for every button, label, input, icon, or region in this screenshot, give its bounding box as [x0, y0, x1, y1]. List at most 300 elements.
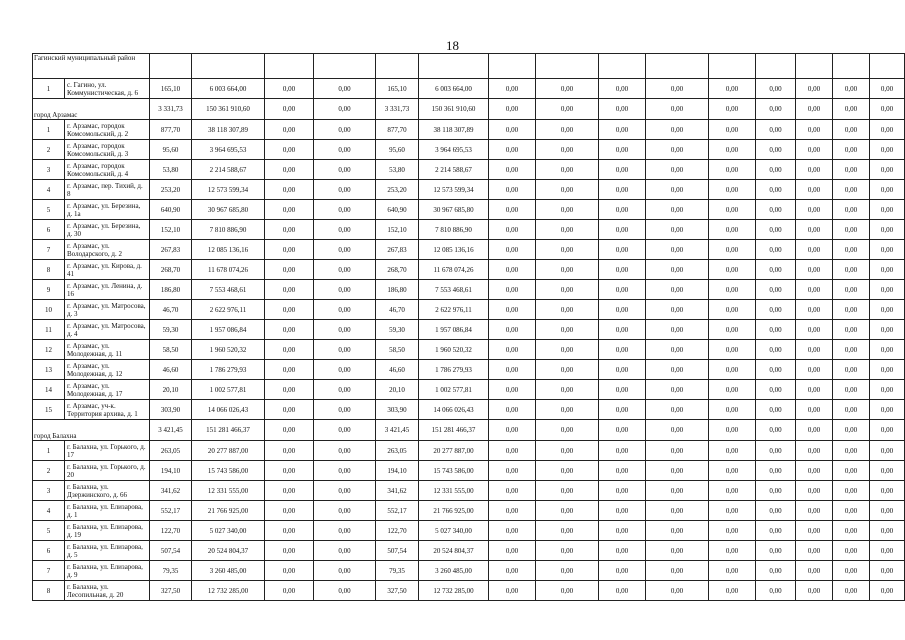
table-cell: 0,00	[536, 79, 599, 99]
table-cell: 0,00	[265, 220, 314, 240]
table-cell: 12 732 285,00	[192, 581, 265, 601]
table-cell: 303,90	[376, 400, 419, 420]
table-cell: 0,00	[265, 360, 314, 380]
row-number: 8	[33, 260, 65, 280]
table-cell: 0,00	[796, 300, 833, 320]
table-cell: 263,05	[150, 441, 192, 461]
table-cell: 0,00	[489, 220, 536, 240]
table-cell: 0,00	[870, 260, 905, 280]
table-cell: 0,00	[796, 240, 833, 260]
table-cell: 0,00	[314, 340, 376, 360]
table-cell: 0,00	[536, 380, 599, 400]
table-cell: 1 960 520,32	[419, 340, 489, 360]
table-cell: 0,00	[265, 420, 314, 441]
table-cell: 0,00	[265, 441, 314, 461]
table-cell: 0,00	[756, 581, 796, 601]
table-body	[33, 54, 905, 601]
table-cell: 0,00	[646, 561, 709, 581]
table-cell: 0,00	[314, 481, 376, 501]
table-cell: 12 331 555,00	[419, 481, 489, 501]
table-cell: 79,35	[376, 561, 419, 581]
row-number: 1	[33, 79, 65, 99]
table-cell: 1 960 520,32	[192, 340, 265, 360]
table-cell: 0,00	[646, 461, 709, 481]
address-cell: г. Балахна, ул. Елизарова, д. 5	[65, 541, 150, 561]
table-cell: 0,00	[536, 561, 599, 581]
table-cell: 0,00	[489, 300, 536, 320]
table-cell	[314, 54, 376, 79]
table-cell: 0,00	[709, 481, 756, 501]
table-cell: 0,00	[265, 340, 314, 360]
table-cell: 0,00	[709, 521, 756, 541]
table-cell: 20 277 887,00	[419, 441, 489, 461]
row-number: 2	[33, 461, 65, 481]
table-cell: 0,00	[796, 220, 833, 240]
table-cell: 0,00	[756, 400, 796, 420]
table-cell: 0,00	[870, 300, 905, 320]
table-cell: 0,00	[599, 521, 646, 541]
table-cell: 0,00	[489, 140, 536, 160]
table-row	[33, 240, 905, 260]
table-cell: 0,00	[796, 340, 833, 360]
table-cell: 0,00	[833, 400, 870, 420]
table-cell: 0,00	[756, 140, 796, 160]
table-cell: 21 766 925,00	[419, 501, 489, 521]
table-cell: 2 214 588,67	[419, 160, 489, 180]
table-cell: 0,00	[599, 320, 646, 340]
table-cell: 0,00	[709, 140, 756, 160]
table-cell: 0,00	[536, 420, 599, 441]
table-cell: 253,20	[150, 180, 192, 200]
table-cell: 0,00	[536, 481, 599, 501]
group-name: город Арзамас	[33, 99, 150, 120]
table-cell: 877,70	[376, 120, 419, 140]
table-row	[33, 220, 905, 240]
table-cell: 0,00	[599, 581, 646, 601]
row-number: 8	[33, 581, 65, 601]
table-cell: 0,00	[796, 441, 833, 461]
table-cell: 0,00	[870, 79, 905, 99]
table-cell: 59,30	[376, 320, 419, 340]
page-number: 18	[446, 38, 459, 53]
table-cell: 0,00	[709, 461, 756, 481]
address-cell: г. Арзамас, ул. Березина, д. 30	[65, 220, 150, 240]
row-number: 6	[33, 220, 65, 240]
row-number: 14	[33, 380, 65, 400]
table-cell: 0,00	[599, 240, 646, 260]
address-cell: г. Арзамас, городок Комсомольский, д. 3	[65, 140, 150, 160]
table-cell: 53,80	[376, 160, 419, 180]
table-cell: 186,80	[376, 280, 419, 300]
table-cell: 0,00	[489, 380, 536, 400]
table-cell: 95,60	[376, 140, 419, 160]
table-cell: 6 003 664,00	[419, 79, 489, 99]
table-cell: 0,00	[756, 461, 796, 481]
row-number: 10	[33, 300, 65, 320]
table-cell: 0,00	[599, 481, 646, 501]
table-cell: 0,00	[536, 140, 599, 160]
table-cell: 0,00	[796, 79, 833, 99]
table-cell: 165,10	[150, 79, 192, 99]
row-number: 5	[33, 200, 65, 220]
table-cell: 0,00	[265, 300, 314, 320]
table-cell: 0,00	[489, 521, 536, 541]
table-cell: 0,00	[756, 200, 796, 220]
table-cell: 0,00	[709, 581, 756, 601]
address-cell: г. Арзамас, ул. Березина, д. 1а	[65, 200, 150, 220]
table-cell: 0,00	[796, 380, 833, 400]
table-cell	[150, 54, 192, 79]
row-number: 11	[33, 320, 65, 340]
table-cell: 0,00	[709, 120, 756, 140]
table-cell: 0,00	[536, 280, 599, 300]
table-cell: 0,00	[870, 561, 905, 581]
table-cell: 0,00	[489, 541, 536, 561]
table-cell: 0,00	[756, 260, 796, 280]
table-cell: 0,00	[265, 180, 314, 200]
table-cell	[870, 54, 905, 79]
table-cell: 0,00	[314, 260, 376, 280]
table-cell: 0,00	[536, 441, 599, 461]
table-row	[33, 79, 905, 99]
row-number: 12	[33, 340, 65, 360]
address-cell: г. Балахна, ул. Горького, д. 17	[65, 441, 150, 461]
table-cell: 0,00	[599, 420, 646, 441]
table-row	[33, 360, 905, 380]
table-cell: 0,00	[870, 541, 905, 561]
table-cell: 0,00	[314, 420, 376, 441]
table-cell: 20,10	[376, 380, 419, 400]
table-cell: 0,00	[756, 180, 796, 200]
table-cell: 0,00	[709, 220, 756, 240]
address-cell: г. Арзамас, городок Комсомольский, д. 4	[65, 160, 150, 180]
table-cell: 263,05	[376, 441, 419, 461]
table-cell: 0,00	[489, 400, 536, 420]
table-cell: 0,00	[265, 240, 314, 260]
table-cell: 0,00	[833, 99, 870, 120]
row-number: 7	[33, 240, 65, 260]
table-cell: 0,00	[536, 220, 599, 240]
table-cell: 7 810 886,90	[419, 220, 489, 240]
table-cell: 3 331,73	[376, 99, 419, 120]
table-cell: 12 573 599,34	[192, 180, 265, 200]
table-cell: 0,00	[833, 220, 870, 240]
row-number: 9	[33, 280, 65, 300]
table-cell: 552,17	[376, 501, 419, 521]
table-cell: 0,00	[870, 120, 905, 140]
table-cell: 0,00	[314, 521, 376, 541]
table-cell: 0,00	[833, 501, 870, 521]
table-row	[33, 340, 905, 360]
table-cell: 0,00	[870, 461, 905, 481]
table-cell: 2 214 588,67	[192, 160, 265, 180]
table-cell: 0,00	[756, 160, 796, 180]
address-cell: г. Балахна, ул. Лесопильная, д. 20	[65, 581, 150, 601]
table-cell: 0,00	[489, 280, 536, 300]
table-cell: 0,00	[796, 200, 833, 220]
table-cell: 0,00	[646, 200, 709, 220]
table-cell: 0,00	[870, 501, 905, 521]
table-cell: 0,00	[646, 340, 709, 360]
table-cell	[489, 54, 536, 79]
table-cell: 20 524 804,37	[419, 541, 489, 561]
table-cell: 6 003 664,00	[192, 79, 265, 99]
table-cell: 0,00	[796, 320, 833, 340]
table-cell: 0,00	[709, 99, 756, 120]
row-number: 1	[33, 441, 65, 461]
table-cell: 0,00	[709, 541, 756, 561]
table-cell: 0,00	[599, 220, 646, 240]
table-cell: 0,00	[489, 99, 536, 120]
table-cell: 58,50	[376, 340, 419, 360]
table-cell: 0,00	[536, 360, 599, 380]
table-cell: 0,00	[646, 380, 709, 400]
table-cell: 0,00	[314, 441, 376, 461]
table-cell: 0,00	[489, 120, 536, 140]
table-cell: 152,10	[150, 220, 192, 240]
table-cell: 122,70	[376, 521, 419, 541]
table-cell: 165,10	[376, 79, 419, 99]
table-cell: 0,00	[314, 280, 376, 300]
table-cell: 0,00	[709, 320, 756, 340]
table-cell: 0,00	[709, 180, 756, 200]
table-cell: 0,00	[709, 400, 756, 420]
table-cell: 0,00	[265, 160, 314, 180]
table-cell: 46,70	[150, 300, 192, 320]
table-cell: 267,83	[150, 240, 192, 260]
table-cell	[536, 54, 599, 79]
table-cell: 0,00	[833, 481, 870, 501]
table-cell: 0,00	[314, 541, 376, 561]
row-number: 4	[33, 501, 65, 521]
table-row	[33, 160, 905, 180]
table-cell: 0,00	[314, 360, 376, 380]
table-cell: 0,00	[265, 380, 314, 400]
table-cell: 0,00	[709, 79, 756, 99]
table-cell: 0,00	[870, 420, 905, 441]
row-number: 3	[33, 481, 65, 501]
table-cell: 3 421,45	[150, 420, 192, 441]
table-cell: 0,00	[489, 461, 536, 481]
address-cell: г. Балахна, ул. Елизарова, д. 19	[65, 521, 150, 541]
group-name: город Балахна	[33, 420, 150, 441]
table-cell: 20 277 887,00	[192, 441, 265, 461]
table-cell: 0,00	[489, 481, 536, 501]
table-cell: 0,00	[314, 501, 376, 521]
table-cell: 0,00	[796, 280, 833, 300]
table-cell: 0,00	[646, 400, 709, 420]
table-cell: 0,00	[833, 541, 870, 561]
table-cell: 0,00	[489, 561, 536, 581]
table-cell: 0,00	[536, 400, 599, 420]
address-cell: г. Балахна, ул. Елизарова, д. 1	[65, 501, 150, 521]
table-cell: 0,00	[599, 260, 646, 280]
address-cell: с. Гагино, ул. Коммунистическая, д. 6	[65, 79, 150, 99]
table-cell: 327,50	[150, 581, 192, 601]
table-cell: 0,00	[599, 300, 646, 320]
table-cell: 0,00	[756, 481, 796, 501]
table-cell: 0,00	[265, 521, 314, 541]
table-cell: 0,00	[265, 481, 314, 501]
table-cell: 0,00	[536, 581, 599, 601]
table-row	[33, 501, 905, 521]
table-cell: 0,00	[756, 360, 796, 380]
table-cell: 341,62	[376, 481, 419, 501]
table-cell: 0,00	[646, 220, 709, 240]
table-cell: 46,70	[376, 300, 419, 320]
table-row	[33, 280, 905, 300]
table-cell: 0,00	[833, 320, 870, 340]
table-cell: 0,00	[599, 160, 646, 180]
table-cell: 0,00	[756, 340, 796, 360]
table-cell: 0,00	[536, 260, 599, 280]
address-cell: г. Арзамас, ул. Молодежная, д. 12	[65, 360, 150, 380]
table-cell: 1 957 086,84	[419, 320, 489, 340]
table-cell: 0,00	[646, 99, 709, 120]
table-cell: 0,00	[265, 561, 314, 581]
table-cell: 0,00	[833, 300, 870, 320]
table-cell: 46,60	[150, 360, 192, 380]
table-cell: 0,00	[536, 501, 599, 521]
table-cell: 877,70	[150, 120, 192, 140]
table-row	[33, 260, 905, 280]
table-cell: 1 002 577,81	[419, 380, 489, 400]
table-cell: 0,00	[870, 521, 905, 541]
table-cell: 3 331,73	[150, 99, 192, 120]
table-cell: 0,00	[265, 581, 314, 601]
table-cell: 3 260 485,00	[419, 561, 489, 581]
table-cell	[376, 54, 419, 79]
table-row	[33, 481, 905, 501]
table-cell: 0,00	[646, 300, 709, 320]
table-cell: 0,00	[756, 79, 796, 99]
table-cell: 0,00	[536, 120, 599, 140]
table-cell: 0,00	[796, 160, 833, 180]
table-cell: 640,90	[150, 200, 192, 220]
table-cell: 194,10	[150, 461, 192, 481]
table-cell: 0,00	[314, 581, 376, 601]
table-cell: 0,00	[314, 180, 376, 200]
table-cell: 0,00	[265, 320, 314, 340]
table-cell: 0,00	[265, 79, 314, 99]
table-cell: 0,00	[599, 120, 646, 140]
table-cell: 79,35	[150, 561, 192, 581]
table-cell: 0,00	[646, 441, 709, 461]
table-cell: 0,00	[796, 561, 833, 581]
table-row	[33, 400, 905, 420]
table-cell: 0,00	[870, 581, 905, 601]
table-cell: 0,00	[833, 461, 870, 481]
table-cell: 0,00	[536, 200, 599, 220]
table-cell: 0,00	[536, 320, 599, 340]
address-cell: г. Арзамас, ул. Молодежная, д. 11	[65, 340, 150, 360]
table-cell: 0,00	[709, 260, 756, 280]
address-cell: г. Арзамас, уч-к. Территория архива, д. 1	[65, 400, 150, 420]
table-cell: 0,00	[489, 360, 536, 380]
table-cell: 2 622 976,11	[192, 300, 265, 320]
table-cell: 38 118 307,89	[419, 120, 489, 140]
table-cell: 267,83	[376, 240, 419, 260]
table-cell: 12 573 599,34	[419, 180, 489, 200]
table-cell: 0,00	[599, 280, 646, 300]
table-cell: 0,00	[265, 400, 314, 420]
table-cell: 12 085 136,16	[192, 240, 265, 260]
table-cell: 151 281 466,37	[419, 420, 489, 441]
table-cell: 0,00	[833, 140, 870, 160]
row-number: 2	[33, 140, 65, 160]
table-cell: 0,00	[599, 561, 646, 581]
table-cell: 3 964 695,53	[192, 140, 265, 160]
row-number: 5	[33, 521, 65, 541]
table-cell: 0,00	[599, 541, 646, 561]
table-cell: 0,00	[870, 320, 905, 340]
table-cell: 0,00	[265, 200, 314, 220]
table-cell: 640,90	[376, 200, 419, 220]
table-cell: 0,00	[314, 140, 376, 160]
table-cell: 0,00	[599, 99, 646, 120]
table-cell: 186,80	[150, 280, 192, 300]
table-cell: 0,00	[599, 340, 646, 360]
table-cell: 194,10	[376, 461, 419, 481]
table-cell: 0,00	[489, 441, 536, 461]
table-cell: 1 002 577,81	[192, 380, 265, 400]
table-cell: 0,00	[265, 280, 314, 300]
table-cell: 0,00	[265, 501, 314, 521]
table-cell: 0,00	[646, 180, 709, 200]
table-cell: 0,00	[314, 380, 376, 400]
table-cell: 7 553 468,61	[419, 280, 489, 300]
table-cell: 0,00	[536, 99, 599, 120]
table-cell: 0,00	[833, 200, 870, 220]
table-cell: 0,00	[833, 79, 870, 99]
table-cell: 0,00	[709, 240, 756, 260]
table-row	[33, 120, 905, 140]
row-number: 15	[33, 400, 65, 420]
address-cell: г. Арзамас, ул. Володарского, д. 2	[65, 240, 150, 260]
table-cell: 0,00	[646, 120, 709, 140]
table-cell: 0,00	[756, 120, 796, 140]
table-cell: 0,00	[265, 461, 314, 481]
table-cell: 0,00	[709, 300, 756, 320]
table-cell: 0,00	[756, 280, 796, 300]
table-cell: 0,00	[536, 300, 599, 320]
table-cell: 11 678 074,26	[192, 260, 265, 280]
group-total-row	[33, 99, 905, 120]
table-cell: 15 743 586,00	[419, 461, 489, 481]
table-cell: 0,00	[756, 541, 796, 561]
table-cell: 14 066 026,43	[192, 400, 265, 420]
table-cell: 0,00	[489, 581, 536, 601]
table-cell: 0,00	[314, 320, 376, 340]
group-header-row	[33, 54, 905, 79]
table-cell: 0,00	[796, 120, 833, 140]
table-cell: 0,00	[833, 120, 870, 140]
table-cell: 0,00	[833, 280, 870, 300]
table-row	[33, 561, 905, 581]
table-cell: 0,00	[796, 420, 833, 441]
table-cell: 268,70	[150, 260, 192, 280]
row-number: 7	[33, 561, 65, 581]
table-cell: 0,00	[646, 360, 709, 380]
table-cell: 0,00	[536, 340, 599, 360]
table-cell: 0,00	[870, 160, 905, 180]
table-cell: 0,00	[599, 180, 646, 200]
table-cell: 0,00	[709, 380, 756, 400]
table-cell: 12 085 136,16	[419, 240, 489, 260]
table-cell: 0,00	[489, 160, 536, 180]
table-cell: 0,00	[646, 140, 709, 160]
register-table	[32, 53, 905, 601]
